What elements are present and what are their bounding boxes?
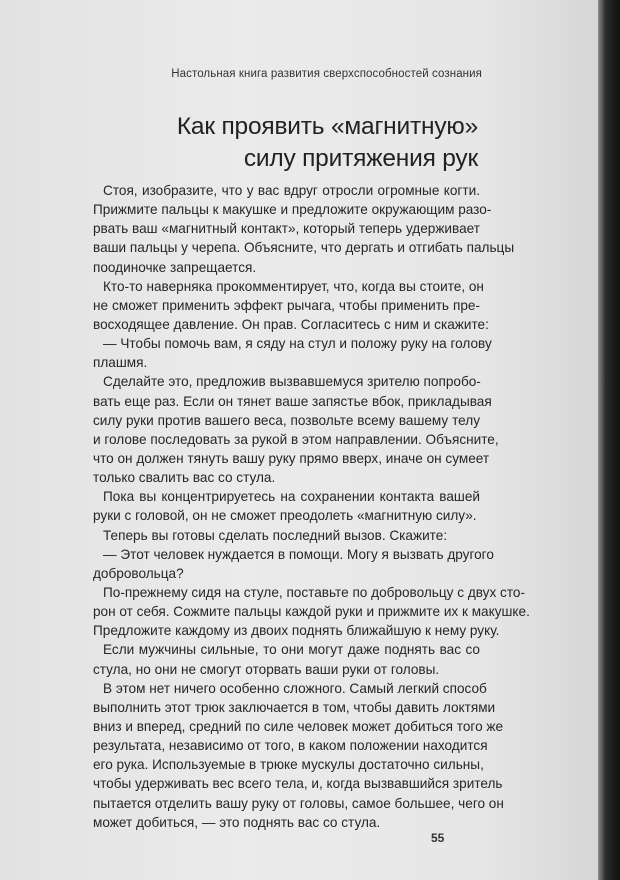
text-line: выполнить этот трюк заключается в том, чтобы давить локтями: [93, 699, 496, 715]
text-line: Сделайте это, предложив вызвавшемуся зрителю попробо-: [103, 374, 481, 390]
text-line: руки с головой, он не сможет преодолеть «магнитную силу».: [93, 508, 477, 524]
section-title-line: силу притяжения рук: [243, 145, 478, 172]
paragraph: [93, 545, 494, 583]
text-line: его рука. Используемые в трюке мускулы достаточно сильны,: [93, 757, 484, 773]
text-line: и голове последовать за рукой в этом направлении. Объясните,: [93, 431, 499, 447]
text-line: Стоя, изобразите, что у вас вдруг отросли огромные когти.: [103, 183, 480, 198]
paragraph: [93, 679, 504, 832]
text-line: силу руки против вашего веса, позвольте всему вашему телу: [93, 412, 480, 428]
text-line: не сможет применить эффект рычага, чтобы применить пре-: [93, 297, 480, 313]
paragraph: [93, 372, 499, 487]
paragraph: [93, 181, 515, 277]
paragraph: [93, 487, 480, 525]
text-line: Предложите каждому из двоих поднять ближайшую к нему руку.: [93, 623, 500, 639]
text-line: По-прежнему сидя на стуле, поставьте по добровольцу с двух сто-: [103, 584, 526, 600]
page-number: 55: [431, 831, 445, 845]
text-line: — Чтобы помочь вам, я сяду на стул и положу руку на голову: [103, 336, 492, 352]
text-line: пытается отделить вашу руку от головы, самое большее, чего он: [93, 795, 504, 811]
text-line: добровольца?: [93, 565, 184, 581]
text-line: может добиться, — это поднять вас со стула.: [93, 814, 381, 830]
paragraph: [93, 583, 530, 640]
text-line: стула, но они не смогут оторвать ваши руки от головы.: [93, 661, 440, 677]
text-line: поодиночке запрещается.: [93, 259, 257, 275]
text-line: Если мужчины сильные, то они могут даже поднять вас со: [103, 642, 480, 658]
text-line: вниз и вперед, средний по силе человек может добиться того же: [93, 718, 504, 734]
text-line: Прижмите пальцы к макушке и предложите окружающим разо-: [93, 202, 492, 218]
body-text: [93, 181, 530, 832]
page-edge-shadow: [598, 0, 620, 880]
text-line: рон от себя. Сожмите пальцы каждой руки и прижмите их к макушке.: [93, 604, 530, 620]
text-line: результата, независимо от того, в каком положении находится: [93, 738, 488, 754]
paragraph: [93, 526, 480, 545]
paragraph: [93, 277, 489, 334]
paragraph: [93, 640, 480, 678]
text-line: Кто-то наверняка прокомментирует, что, когда вы стоите, он: [103, 278, 484, 294]
text-line: Теперь вы готовы сделать последний вызов. Скажите:: [103, 527, 448, 543]
text-line: что он должен тянуть вашу руку прямо вверх, иначе он сумеет: [93, 450, 490, 466]
text-line: рвать ваш «магнитный контакт», который теперь удерживает: [93, 221, 480, 237]
text-line: только свалить вас со стула.: [93, 470, 276, 486]
text-line: Пока вы концентрируетесь на сохранении контакта вашей: [103, 489, 480, 505]
section-title-line: Как проявить «магнитную»: [176, 113, 478, 140]
running-header: Настольная книга развития сверхспособностей сознания: [171, 68, 482, 80]
text-line: плашмя.: [93, 355, 148, 371]
text-line: восходящее давление. Он прав. Согласитесь с ним и скажите:: [93, 316, 489, 332]
text-line: ваши пальцы у черепа. Объясните, что дергать и отгибать пальцы: [93, 240, 515, 256]
text-line: — Этот человек нуждается в помощи. Могу я вызвать другого: [103, 546, 494, 562]
text-line: В этом нет ничего особенно сложного. Самый легкий способ: [103, 680, 487, 696]
text-line: вать еще раз. Если он тянет ваше запястье вбок, прикладывая: [93, 393, 492, 409]
section-title: [100, 111, 478, 175]
text-line: чтобы удерживать вес всего тела, и, когда вызвавшийся зритель: [93, 776, 503, 792]
paragraph: [93, 334, 492, 372]
